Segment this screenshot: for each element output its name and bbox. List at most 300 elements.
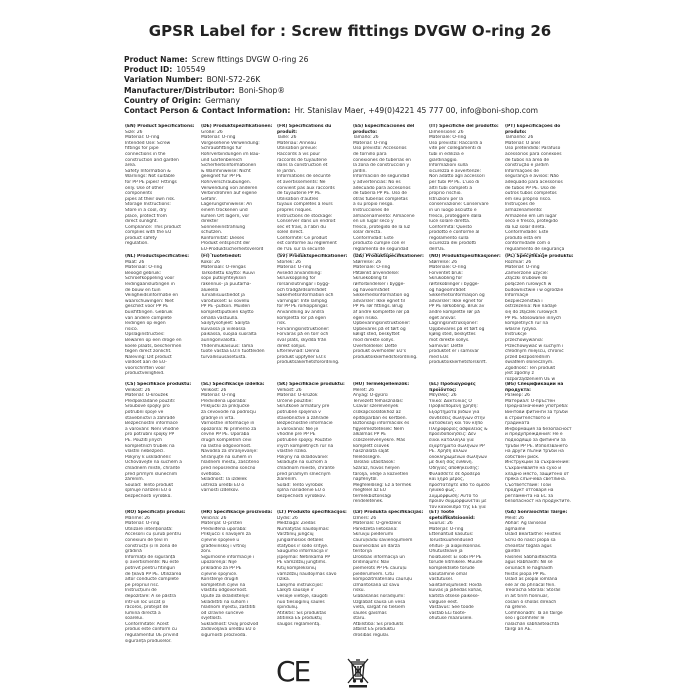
spec-line: kompletnih cijevi na	[201, 582, 246, 588]
spec-line: хладно място, защитено от	[505, 471, 569, 477]
spec-line: izmantošana uz savu	[353, 582, 400, 588]
spec-line: Treoracha Stórála: Stóráil	[505, 588, 561, 594]
spec-line: opozorila: Ni primerno za	[201, 426, 257, 432]
spec-heading: (NO) Produktspesifikasjoner:	[429, 254, 501, 259]
spec-line: Tarkoitettu käyttö: Ruuvi	[201, 270, 255, 276]
spec-line: κατασκευή και τον κήπο	[429, 421, 483, 427]
spec-line: Съхранявайте на сухо и	[505, 465, 562, 471]
spec-line: градината	[505, 421, 530, 427]
info-label: Manufacturer/Distributor:	[124, 85, 235, 95]
spec-line: rizika.	[277, 577, 291, 583]
spec-heading: (FR) Spécifications du produit:	[277, 124, 332, 135]
spec-line: components	[125, 191, 153, 197]
spec-block	[124, 510, 200, 646]
info-value: Hr. Stanislav Maer, +49(0)4221 45 777 00, info@boni-shop.com	[294, 106, 539, 116]
spec-line: Efterlevnad: Denna	[277, 349, 320, 355]
spec-line: rørtilkoblinger i bygge-	[429, 281, 480, 287]
spec-heading: (CS) Specifikace produktu:	[125, 382, 192, 387]
spec-line: svjetlosti.	[201, 616, 223, 622]
spec-line: Faisnéis Sábháilteachta	[505, 554, 557, 560]
spec-line: rakennus- ja puutarha-	[201, 281, 252, 287]
spec-line: andre komplette rør på	[429, 309, 480, 315]
spec-line: la zona de construcción y	[353, 163, 410, 169]
spec-line: fresco, protegido de la luz	[353, 224, 411, 230]
spec-line: figyelmeztetések: Nem	[353, 426, 404, 432]
spec-line: и предупреждения: Не е	[505, 432, 563, 438]
spec-line: vite per collegamenti di	[429, 146, 482, 152]
spec-line: własne ryzyko.	[505, 326, 538, 332]
spec-line: Förvaringsinstruktioner:	[277, 326, 330, 332]
spec-line: Verwendung von anderen	[201, 185, 258, 191]
spec-line: Größe: 26	[201, 129, 223, 135]
spec-line: em seu próprio risco.	[505, 196, 552, 202]
spec-line: Μέγεθος: 26	[429, 393, 457, 399]
spec-heading: (EN) Product Specifications:	[125, 124, 195, 129]
spec-line: Opbevares på et tørt og	[353, 326, 406, 332]
spec-line: Sicherheitsinformationen	[201, 163, 257, 169]
spec-line: sigurnosti proizvoda.	[201, 633, 247, 639]
spec-line: statybos ir sodo srityje.	[277, 543, 329, 549]
spec-line: Veličina: 26	[201, 515, 227, 521]
spec-line: pro potrubní spojky PP	[125, 432, 175, 438]
spec-line: Conserver dans un endroit	[277, 219, 336, 225]
spec-line: Προβλεπόμενη χρήση:	[429, 404, 478, 410]
spec-line: Skrūvju piederumi	[353, 532, 394, 538]
spec-line: za cevovode na področju	[201, 409, 256, 415]
spec-line: Zamierzone użycie:	[505, 270, 549, 276]
spec-line: Materjal: O-ring	[429, 526, 464, 532]
spec-block	[200, 254, 276, 382]
spec-line: Materiale: O-ring	[429, 135, 467, 141]
spec-line: Maat: 26	[125, 259, 145, 265]
spec-line: Uso pretendido: Parafuso	[505, 146, 561, 152]
spec-block	[276, 510, 352, 646]
spec-line: direkter	[201, 219, 219, 225]
spec-line: omalla vastuulla.	[201, 315, 239, 321]
spec-line: armazenamento:	[505, 207, 543, 213]
spec-line: Saugumo informacija ir	[277, 549, 329, 555]
spec-line: Skladnost: Ta izdelek	[201, 477, 247, 483]
spec-line: Φυλάσσετε σε δροσερό	[429, 471, 481, 477]
spec-line: est conforme au règlement	[277, 241, 337, 247]
spec-line: PP PE rør fittings. Brug	[353, 304, 403, 310]
spec-line: de tornillo para	[353, 151, 387, 157]
spec-line: PP PE -putkiin. Muiden	[201, 304, 251, 310]
spec-line: Oppbevares på et tørt og	[429, 326, 485, 332]
spec-line: Zgodność: Ten produkt	[505, 365, 556, 371]
spec-line: drugih kompletnih cevi	[201, 437, 252, 443]
spec-line: Conformità: Questo	[429, 224, 472, 230]
spec-line: kühlen Ort lagern, vor	[201, 213, 250, 219]
spec-line: Πληροφορίες ασφαλείας &	[429, 426, 488, 432]
spec-line: leidingen op eigen	[125, 321, 166, 327]
spec-line: Съответствие: Този	[505, 482, 551, 488]
spec-line: och trädgårdsområdet	[277, 287, 327, 293]
spec-line: budownictwie i w ogrodzie	[505, 287, 564, 293]
spec-line: Информация за безопасност	[505, 426, 572, 432]
spec-line: на други пълни тръби на	[505, 449, 564, 455]
spec-line: ustreza uredbi EU o	[201, 482, 245, 488]
spec-line: direct sunlight.	[125, 219, 158, 225]
spec-line: pred neposredno sončno	[201, 465, 256, 471]
spec-line: Material: O-ring	[201, 393, 236, 399]
spec-line: conexiones de tuberías en	[353, 157, 411, 163]
spec-line: światłem słonecznym.	[505, 360, 554, 366]
spec-line: brīdinājumi: Nav	[353, 560, 390, 566]
spec-heading: (DE) Produktspezifikationen:	[201, 124, 273, 129]
spec-line: risico.	[125, 326, 138, 332]
spec-line: cauruļvadu savienojumiem	[353, 537, 413, 543]
spec-line: Materiál: O-kroužek	[125, 393, 169, 399]
spec-line: køligt sted, beskyttet	[353, 332, 400, 338]
spec-line: Priključki za priključke	[201, 404, 250, 410]
spec-line: Istruzioni per la	[429, 196, 464, 202]
spec-line: produs este conform cu	[125, 627, 177, 633]
spec-line: og haveområdet	[353, 287, 390, 293]
spec-block	[352, 510, 428, 646]
spec-line: PE. Χρήση άλλων	[429, 449, 467, 455]
spec-line: Vorgesehene Verwendung:	[201, 140, 260, 146]
product-info	[124, 55, 684, 116]
spec-line: luce solare diretta.	[429, 219, 471, 225]
spec-line: Instrucțiuni de	[125, 588, 157, 594]
spec-line: Soulad: Tento produkt	[125, 482, 174, 488]
spec-line: безопасност на продуктите.	[505, 499, 571, 505]
spec-heading: (HR) Specifikacije proizvoda:	[201, 510, 273, 515]
spec-line: ostrzeżenia: Nie nadaje	[505, 304, 557, 310]
spec-line: ehitus- ja aiapiirkonnas.	[429, 543, 482, 549]
spec-line: продукт отговаря на	[505, 488, 554, 494]
info-row	[124, 96, 684, 106]
spec-line: τον κανονισμό της ΕΕ για	[429, 505, 486, 510]
crossed-out-wheelie-bin-icon	[345, 655, 371, 689]
spec-line: solar directa.	[353, 230, 382, 236]
spec-line: Csavar szerelvények	[353, 404, 399, 410]
spec-line: construção e jardim	[505, 163, 549, 169]
spec-line: Størrelse: 26	[353, 259, 382, 265]
spec-line: Bezpečnostní informace	[125, 421, 178, 427]
spec-line: stavebnictví a zahradě	[125, 415, 175, 421]
spec-line: produktet er i samsvar	[429, 349, 479, 355]
spec-line: Sikkerhedsinformation og	[353, 293, 410, 299]
spec-line: Raccords à vis pour	[277, 151, 321, 157]
spec-line: Comhlíonadh: Tá an táirge	[505, 610, 563, 616]
spec-line: Scriú do nascí píopa sa	[505, 537, 556, 543]
spec-line: & Warnhinweise: Nicht	[201, 168, 251, 174]
spec-line: Velikost: 26	[125, 387, 151, 393]
spec-line: Taille: 26	[277, 135, 297, 141]
spec-line: area.	[125, 163, 137, 169]
spec-line: Pokyny k uskladnění:	[125, 454, 172, 460]
spec-line: Οδηγίες αποθήκευσης:	[429, 465, 480, 471]
spec-heading: (DA) Produktspecifikationer:	[353, 254, 424, 259]
spec-line: regulation.	[125, 241, 149, 247]
spec-line: potrivit pentru fitinguri	[125, 565, 176, 571]
spec-heading: (NL) Productspecificaties:	[125, 254, 189, 259]
spec-line: Εξαρτήματα βιδών για	[429, 409, 480, 415]
spec-line: fresco, proteggere dalla	[429, 213, 482, 219]
spec-line: προστατέψτε από το άμεσο	[429, 482, 490, 488]
info-row	[124, 106, 684, 116]
spec-line: Overholdelse: Dette	[353, 343, 397, 349]
spec-heading: (SV) Produktspecifikationer:	[277, 254, 348, 259]
spec-line: sopii putkiyhteyksiin	[201, 276, 247, 282]
spec-line: et avertissements: Ne	[277, 179, 326, 185]
spec-line: Tamaño: 26	[353, 135, 379, 141]
spec-line: soarelui.	[125, 616, 144, 622]
info-label: Product ID:	[124, 65, 173, 75]
spec-line: pipes at their own risk.	[125, 196, 176, 202]
spec-line: vhodné pre PP PE	[277, 432, 316, 438]
spec-line: only. Use of other	[125, 185, 164, 191]
spec-line: cosain ó sholas díreach	[505, 599, 557, 605]
spec-line: Samsvar: Dette	[429, 343, 464, 349]
spec-line: Materiale: O-ring	[353, 265, 391, 271]
info-row	[124, 55, 684, 65]
spec-line: advarsler: Ikke egnet til	[353, 298, 405, 304]
spec-line: vėsioje vietoje, saugoti	[277, 593, 328, 599]
spec-line: Atitiktis: Šis produktas	[277, 610, 327, 616]
spec-line: Predvidena uporaba:	[201, 398, 247, 404]
info-label: Product Name:	[124, 55, 188, 64]
spec-line: staru.	[353, 616, 366, 622]
spec-line: tegen direct zonlicht.	[125, 349, 172, 355]
spec-line: cheantar tógála agus	[505, 543, 552, 549]
spec-line: Matériau: Anneau	[277, 140, 317, 146]
spec-line: Størrelse: 26	[429, 259, 458, 265]
spec-line: valguse eest.	[429, 599, 459, 605]
spec-line: de tubos PP PE. Uso de	[505, 185, 556, 191]
spec-line: stavebníctve a záhrade	[277, 415, 329, 421]
spec-line: rialachán sábháilteachta	[505, 621, 560, 627]
spec-line: de țeavă PP PE. Utilizarea	[125, 571, 182, 577]
spec-line: răcoros, protejat de	[125, 605, 169, 611]
spec-line: είναι κατάλληλο για	[429, 437, 474, 443]
spec-line: varnosti izdelkov.	[201, 488, 240, 494]
spec-line: drošības regulai.	[353, 633, 390, 639]
spec-line: einem trockenen und	[201, 207, 248, 213]
spec-line: de tubos na área de	[505, 157, 550, 163]
spec-line: Úsáid Beartaithe: Feisteis	[505, 532, 561, 538]
spec-line: Store in a cool, dry	[125, 207, 167, 213]
spec-line: Uzglabāt sausā un vēsā	[353, 599, 406, 605]
spec-line: af andre komplette rør på	[353, 309, 410, 315]
spec-heading: (LV) Produkta specifikācijas:	[353, 510, 424, 515]
spec-heading: (EL) Προδιαγραφές προϊόντος:	[429, 382, 476, 393]
spec-line: termékbiztonsági	[353, 493, 392, 499]
spec-line: Medžiaga: Žiedas	[277, 521, 316, 527]
info-value: Germany	[205, 95, 240, 105]
spec-line: Uso previsto: Raccordi a	[429, 140, 483, 146]
spec-line: собствен риск.	[505, 454, 540, 460]
spec-line: grădină	[125, 549, 142, 555]
spec-line: προειδοποιήσεις: Δεν	[429, 432, 476, 438]
spec-line: risk.	[277, 321, 287, 327]
spec-line: spĺňa nariadenie EÚ o	[277, 488, 326, 494]
spec-line: de l'UE sur la sécurité	[277, 247, 325, 253]
spec-line: pe propriul risc.	[125, 582, 160, 588]
spec-line: Storage Instructions:	[125, 202, 171, 208]
spec-line: a varování: Není vhodné	[125, 426, 179, 432]
spec-line: Suurus: 26	[429, 521, 453, 527]
spec-line: Lagringsinstruksjoner:	[429, 321, 478, 327]
spec-line: Υλικό: Δακτύλιος Ο	[429, 398, 472, 404]
spec-line: przed bezpośrednim	[505, 354, 550, 360]
spec-line: waarschuwingen: Niet	[125, 298, 174, 304]
spec-line: Forventet bruk:	[429, 270, 463, 276]
spec-heading: (ET) Toote spetsifikatsioonid:	[429, 510, 475, 521]
spec-line: Informații de siguranță	[125, 554, 176, 560]
spec-line: de tuyauterie PP PE.	[277, 191, 322, 197]
spec-line: Varžtinių jungčių	[277, 532, 314, 538]
spec-line: Glabāšanas norādījumi:	[353, 593, 405, 599]
spec-block	[276, 254, 352, 382]
spec-line: for PP PE pipes! Fittings	[125, 179, 177, 185]
spec-line: Veľkosť: 26	[277, 387, 302, 393]
spec-line: regolamento sulla	[429, 235, 469, 241]
spec-line: potrubné spojky. Použitie	[277, 437, 332, 443]
spec-line: construction and garden	[125, 157, 179, 163]
spec-line: y advertencias: No es	[353, 179, 401, 185]
spec-block	[276, 382, 352, 510]
spec-line: und Gartenbereich	[201, 157, 243, 163]
spec-line: hoiatused: Ei sobi PP PE	[429, 554, 482, 560]
spec-line: PE vamzdžių jungtims.	[277, 560, 327, 566]
spec-line: rörsanslutningar i bygg-	[277, 281, 330, 287]
spec-grid	[124, 124, 580, 646]
spec-line: med EUs	[429, 354, 449, 360]
spec-heading: (PL) Specyfikacje produktu:	[505, 254, 574, 259]
spec-line: zadovoljava uredbu EU o	[201, 627, 256, 633]
spec-line: spindulių.	[277, 605, 299, 611]
spec-line: Instruções de	[505, 202, 535, 208]
info-value: 105549	[176, 65, 206, 75]
spec-line: vastab ELi toote-	[429, 610, 467, 616]
spec-heading: (RO) Specificații produs:	[125, 510, 186, 515]
spec-line: da luz solar direta.	[505, 224, 546, 230]
spec-heading: (LT) Produkto specifikacijos:	[277, 510, 347, 515]
spec-line: gairdín	[505, 549, 521, 555]
spec-line: tuote vastaa EU:n tuotteiden	[201, 349, 265, 355]
spec-line: προϊόν συμμορφώνεται με	[429, 499, 487, 505]
spec-line: rørforbindelser i bygge-	[353, 281, 405, 287]
spec-line: conservazione: Conservare	[429, 202, 489, 208]
spec-line: Instructions de stockage:	[277, 213, 333, 219]
spec-line: turvallisuusasetusta.	[201, 354, 247, 360]
spec-line: propres risques.	[277, 207, 313, 213]
spec-line: produkt uppfyller EU:s	[277, 354, 326, 360]
spec-line: Material: O-ring	[277, 265, 312, 271]
spec-line: Tervezett felhasználás:	[353, 398, 404, 404]
spec-line: geeignet für PP PE	[201, 174, 242, 180]
spec-line: chladném místě, chraňte	[125, 465, 180, 471]
spec-line: Informations de sécurité	[277, 174, 331, 180]
spec-heading: (PT) Especificações do produto:	[505, 124, 561, 135]
spec-line: Száraz, hűvös helyen	[353, 465, 400, 471]
spec-line: Conformidad: Este	[353, 235, 394, 241]
spec-line: Warnings: Not suitable	[125, 174, 175, 180]
spec-line: almacenamiento: Almacene	[353, 213, 415, 219]
spec-block	[352, 382, 428, 510]
spec-line: jest zgodny z	[505, 371, 534, 377]
spec-line: paikassa, suojaa suoralta	[201, 332, 257, 338]
spec-block	[200, 382, 276, 510]
spec-line: Yhdenmukaisuus: Tämä	[201, 343, 254, 349]
spec-block	[504, 124, 580, 254]
spec-line: Ettenähtud kasutus:	[429, 532, 474, 538]
spec-line: depozitare: A se păstra	[125, 593, 176, 599]
spec-line: hladnom mjestu, zaštititi	[201, 605, 256, 611]
spec-line: sicurezza dei prodotti	[429, 241, 477, 247]
spec-block	[428, 510, 504, 646]
spec-block	[504, 510, 580, 646]
spec-line: Veiligheidsinformatie en	[125, 293, 179, 299]
spec-line: Rozmiar: 26	[505, 259, 532, 265]
spec-line: torude liitmikele. Muude	[429, 560, 483, 566]
spec-line: Storlek: 26	[277, 259, 301, 265]
spec-line: Skrukobling for	[429, 276, 463, 282]
spec-line: conexiuni de țevi în	[125, 537, 169, 543]
spec-line: Shranjujte na suhem in	[201, 454, 252, 460]
spec-line: Turvallisuustiedot ja	[201, 293, 245, 299]
spec-line: atbilst ES produktu	[353, 627, 395, 633]
spec-line: Numatytas naudojimas:	[277, 526, 330, 532]
spec-line: fittings for pipe	[125, 146, 159, 152]
spec-heading: (ES) Especificaciones del producto:	[353, 124, 415, 135]
spec-line: geschikt voor PP PE	[125, 304, 169, 310]
spec-line: Instrucciones de	[353, 207, 390, 213]
spec-line: reglamento de seguridad	[353, 247, 409, 253]
info-row	[124, 75, 684, 85]
spec-line: regulamentul UE privind	[125, 633, 179, 639]
spec-line: подходящо за фитинги за	[505, 437, 566, 443]
spec-line: Atbilstība: Šis produkts	[353, 621, 404, 627]
spec-line: alkalmas PP PE	[353, 432, 387, 438]
spec-line: Pokyny na skladovanie:	[277, 454, 329, 460]
spec-line: Materiāls: O-gredzens	[353, 521, 402, 527]
spec-line: construcții și în zona de	[125, 543, 178, 549]
spec-line: Sukladnost: Ovaj proizvod	[201, 621, 259, 627]
spec-line: sval plats, skydda från	[277, 337, 327, 343]
spec-line: Koko: 26	[201, 259, 220, 265]
spec-heading: (BG) Спецификации на продукта:	[505, 382, 564, 393]
spec-line: bezpečnosti výrobkov.	[277, 493, 326, 499]
spec-line: Materiál: O-krúžok	[277, 393, 318, 399]
spec-line: Skruekobling til	[353, 276, 388, 282]
spec-line: Användning av andra	[277, 309, 325, 315]
spec-line: varningar: Inte lämplig	[277, 298, 327, 304]
spec-line: Sikkerhetsinformasjon og	[429, 293, 485, 299]
spec-line: jardín.	[353, 168, 367, 174]
spec-line: komplektsete torude	[429, 565, 475, 571]
spec-line: cijevne spojnice.	[201, 571, 238, 577]
spec-line: žiarením.	[277, 477, 298, 483]
spec-line: place, protect from	[125, 213, 167, 219]
spec-line: eget ansvar.	[429, 315, 457, 321]
spec-line: Paredzētā lietošana:	[353, 526, 398, 532]
spec-line: Šroubové spojky pro	[125, 404, 170, 410]
spec-line: Torustikuühendused	[429, 537, 474, 543]
spec-line: komplettiputkien käyttö	[201, 309, 254, 315]
spec-line: Anyag: O-gyűrű	[353, 393, 388, 399]
spec-line: lumina directă a	[125, 610, 161, 616]
spec-line: Size: 26	[125, 129, 143, 135]
spec-line: Biztonsági információk és	[353, 421, 410, 427]
spec-block	[352, 254, 428, 382]
spec-block	[200, 124, 276, 254]
spec-line: įspėjimai: Netinkama PP	[277, 554, 331, 560]
spec-line: vlastitu odgovornost.	[201, 588, 248, 594]
